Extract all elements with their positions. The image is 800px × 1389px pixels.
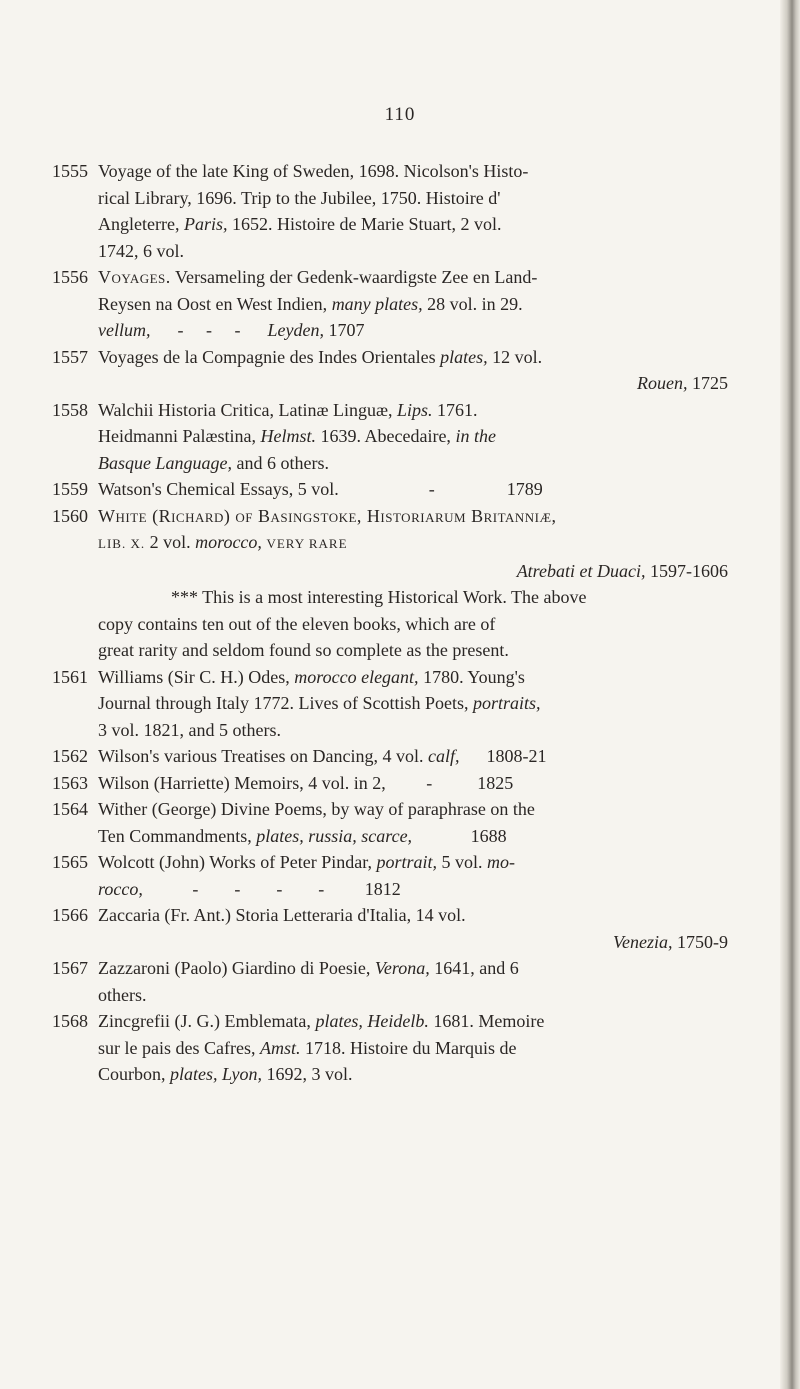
entry-text: Wolcott (John) Works of Peter Pindar, portrait, 5 vol. mo- rocco, - - - - 1812 (98, 852, 516, 899)
catalogue-entry (52, 770, 728, 797)
catalogue-note (52, 584, 728, 664)
lot-number: 1568 (52, 1011, 88, 1031)
entry-text: Wilson's various Treatises on Dancing, 4 vol. calf, 1808-21 (98, 746, 547, 766)
lot-number: 1559 (52, 479, 88, 499)
lot-number: 1557 (52, 346, 88, 367)
catalogue-entry (52, 397, 728, 477)
lot-number: 1558 (52, 399, 88, 420)
lot-number: 1563 (52, 772, 88, 793)
page-number: 110 (384, 104, 416, 125)
lot-number: 1562 (52, 746, 88, 766)
catalogue-entry (52, 476, 728, 503)
entry-text: Zaccaria (Fr. Ant.) Storia Letteraria d'Italia, 14 vol. Venezia, 1750-9 (98, 905, 728, 952)
lot-number: 1567 (52, 958, 88, 978)
entry-text: Zazzaroni (Paolo) Giardino di Poesie, Verona, 1641, and 6 others. (98, 958, 519, 1005)
catalogue-entry (52, 158, 728, 264)
lot-number: 1566 (52, 905, 88, 925)
page-binding-edge (780, 0, 800, 1389)
catalogue-entry (52, 955, 728, 1008)
catalogue-entry (52, 1008, 728, 1088)
catalogue-entry (52, 902, 728, 955)
catalogue-entry (52, 503, 728, 585)
entry-text: White (Richard) of Basingstoke, Historiarum Britanniæ, LIB. X. 2 vol. morocco, VERY RARE Atrebati et Duaci, 1597-1606 (98, 505, 728, 581)
entry-text: *** This is a most interesting Historical Work. The above copy contains ten out of the eleven books, which are of great rarity and seldom found so complete as the present. (98, 587, 587, 660)
entry-text: Zincgrefii (J. G.) Emblemata, plates, Heidelb. 1681. Memoire sur le pais des Cafres, Amst. 1718. Histoire du Marquis de Courbon, plates, Lyon, 1692, 3 vol. (98, 1011, 545, 1084)
entry-text: Williams (Sir C. H.) Odes, morocco elegant, 1780. Young's Journal through Italy 1772. Lives of Scottish Poets, portraits, 3 vol. 1821, and 5 others. (98, 666, 541, 740)
catalogue-entry (52, 796, 728, 849)
lot-number: 1556 (52, 267, 88, 287)
entry-text: Voyages. Versameling der Gedenk-waardigste Zee en Land- Reysen na Oost en West Indien, many plates, 28 vol. in 29. vellum, - - - Leyden, 1707 (98, 267, 538, 340)
lot-number: 1564 (52, 799, 88, 819)
lot-number: 1560 (52, 505, 88, 526)
catalogue-entry (52, 264, 728, 344)
lot-number: 1555 (52, 161, 88, 181)
entry-text: Wither (George) Divine Poems, by way of paraphrase on the Ten Commandments, plates, russia, scarce, 1688 (98, 799, 535, 846)
lot-number: 1561 (52, 666, 88, 687)
catalogue-entry (52, 344, 728, 397)
entry-text: Voyage of the late King of Sweden, 1698. Nicolson's Histo- rical Library, 1696. Trip to the Jubilee, 1750. Histoire d' Angleterre, Paris, 1652. Histoire de Marie Stuart, 2 vol. 1742, 6 vol. (98, 161, 529, 261)
entry-text: Voyages de la Compagnie des Indes Orientales plates, 12 vol. Rouen, 1725 (98, 346, 728, 393)
entry-text: Watson's Chemical Essays, 5 vol. - 1789 (98, 479, 543, 499)
catalogue-entry (52, 849, 728, 902)
entry-text: Wilson (Harriette) Memoirs, 4 vol. in 2, - 1825 (98, 772, 514, 793)
lot-number: 1565 (52, 852, 88, 872)
catalogue-entry (52, 664, 728, 744)
entry-text: Walchii Historia Critica, Latinæ Linguæ, Lips. 1761. Heidmanni Palæstina, Helmst. 1639. Abecedaire, in the Basque Language, and 6 others. (98, 399, 496, 473)
catalogue-entry (52, 743, 728, 770)
catalogue-entries (52, 158, 728, 1088)
